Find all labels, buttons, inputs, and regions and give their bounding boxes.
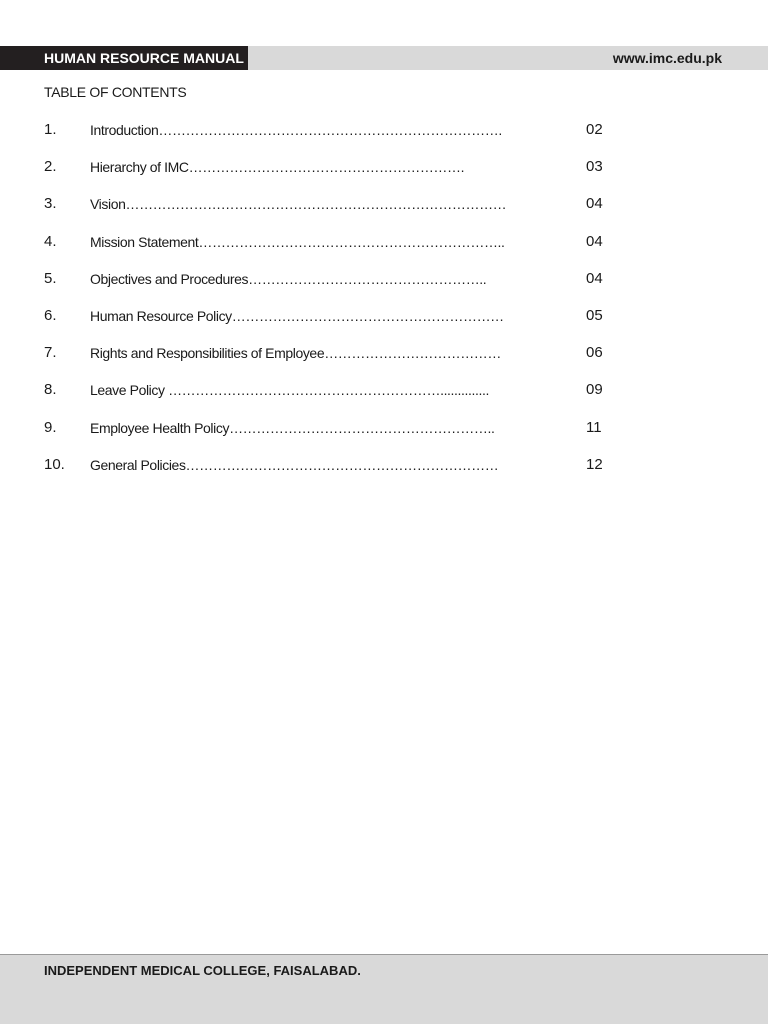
toc-entry-page: 02 [586,121,603,138]
toc-entry [0,121,768,158]
toc-entry-page: 03 [586,158,603,176]
toc-entry [0,158,768,195]
toc-entry-title: Leave Policy …………………………………………………….............. [90,382,489,399]
toc-heading: TABLE OF CONTENTS [44,84,187,100]
toc-entry-number: 3. [44,195,57,213]
toc-list [0,121,768,493]
toc-leader-dots: ………………………………………………….. [229,419,495,436]
toc-entry-title: Human Resource Policy…………………………………………………… [90,307,504,324]
toc-entry-number: 4. [44,232,57,250]
toc-leader-dots: …………………………………………………… [231,307,504,324]
toc-entry-number: 7. [44,344,57,362]
toc-entry-title: General Policies…………………………………………………………… [90,456,499,473]
page-header [0,46,768,70]
toc-entry-title: Rights and Responsibilities of Employee………………………………… [90,345,502,362]
toc-entry [0,307,768,344]
toc-entry-title: Mission Statement………………………………………………………….. [90,233,505,250]
toc-entry-page: 05 [586,306,603,324]
toc-leader-dots: …………………………………………….. [248,270,487,287]
toc-entry [0,270,768,307]
toc-entry-page: 04 [586,232,603,250]
toc-entry [0,456,768,493]
toc-leader-dots: …………………………………………………………… [185,456,499,473]
toc-entry-number: 9. [44,418,57,436]
toc-leader-dots: …………………………………………………….............. [168,382,489,399]
toc-entry-title: Objectives and Procedures…………………………………………….. [90,270,487,287]
toc-leader-dots: …………………………………………………………………. [158,122,502,138]
toc-entry-title: Employee Health Policy………………………………………………….. [90,419,495,436]
toc-entry-number: 2. [44,158,57,176]
toc-entry-page: 06 [586,344,603,362]
toc-entry-number: 6. [44,306,57,324]
toc-entry-number: 10. [44,455,65,473]
toc-entry [0,419,768,456]
manual-title: HUMAN RESOURCE MANUAL [0,46,248,70]
toc-entry-page: 09 [586,381,603,399]
toc-entry-page: 04 [586,269,603,287]
toc-leader-dots: ………………………………………………………………………… [125,196,507,213]
toc-entry-page: 12 [586,455,603,473]
toc-entry [0,381,768,418]
toc-entry [0,195,768,232]
toc-entry-title: Introduction…………………………………………………………………. [90,122,502,138]
toc-entry-number: 1. [44,121,57,138]
website-url: www.imc.edu.pk [612,50,722,66]
toc-leader-dots: ………………………………… [324,345,502,362]
toc-entry [0,233,768,270]
toc-entry-number: 5. [44,269,57,287]
toc-entry [0,344,768,381]
toc-entry-number: 8. [44,381,57,399]
college-name: INDEPENDENT MEDICAL COLLEGE, FAISALABAD. [44,963,361,978]
toc-leader-dots: ………………………………………………………….. [198,233,505,250]
toc-leader-dots: ……………………………………………………. [188,159,465,176]
toc-entry-page: 04 [586,195,603,213]
toc-entry-page: 11 [586,418,602,436]
toc-entry-title: Vision………………………………………………………………………… [90,196,507,213]
toc-entry-title: Hierarchy of IMC……………………………………………………. [90,159,465,176]
page-footer [0,954,768,1024]
